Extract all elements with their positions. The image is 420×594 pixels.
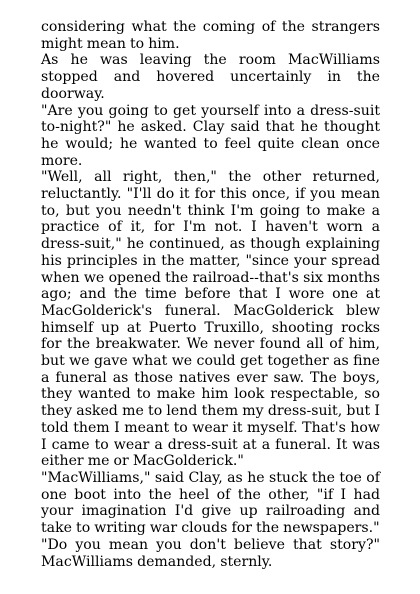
paragraph-5: "MacWilliams," said Clay, as he stuck the toe of one boot into the heel of the other, "if I had your imagination I'd give up railroading and take to writing war clouds for the newspapers."	[41, 469, 380, 537]
paragraph-3: "Are you going to get yourself into a dress-suit to-night?" he asked. Clay said that he thought he would; he wanted to feel quite clean once more.	[41, 102, 380, 169]
paragraph-6: "Do you mean you don't believe that story?" MacWilliams demanded, sternly.	[41, 536, 380, 570]
paragraph-1: considering what the coming of the strangers might mean to him.	[41, 19, 380, 52]
paragraph-4: "Well, all right, then," the other returned, reluctantly. "I'll do it for this once, if you mean to, but you needn't think I'm going to make a practice of it, for I'm not. I haven't worn a dress-suit," he continued, as though explaining his principles in the matter, "since your spread when we opened the railroad--that's six months ago; and the time before that I wore one at MacGolderick's funeral. MacGolderick blew himself up at Puerto Truxillo, shooting rocks for the breakwater. We never found all of him, but we gave what we could get together as fine a funeral as those natives ever saw. The boys, they wanted to make him look respectable, so they asked me to lend them my dress-suit, but I told them I meant to wear it myself. That's how I came to wear a dress-suit at a funeral. It was either me or MacGolderick."	[41, 169, 380, 470]
paragraph-2: As he was leaving the room MacWilliams stopped and hovered uncertainly in the doorway.	[41, 52, 380, 102]
body-text	[41, 19, 380, 570]
